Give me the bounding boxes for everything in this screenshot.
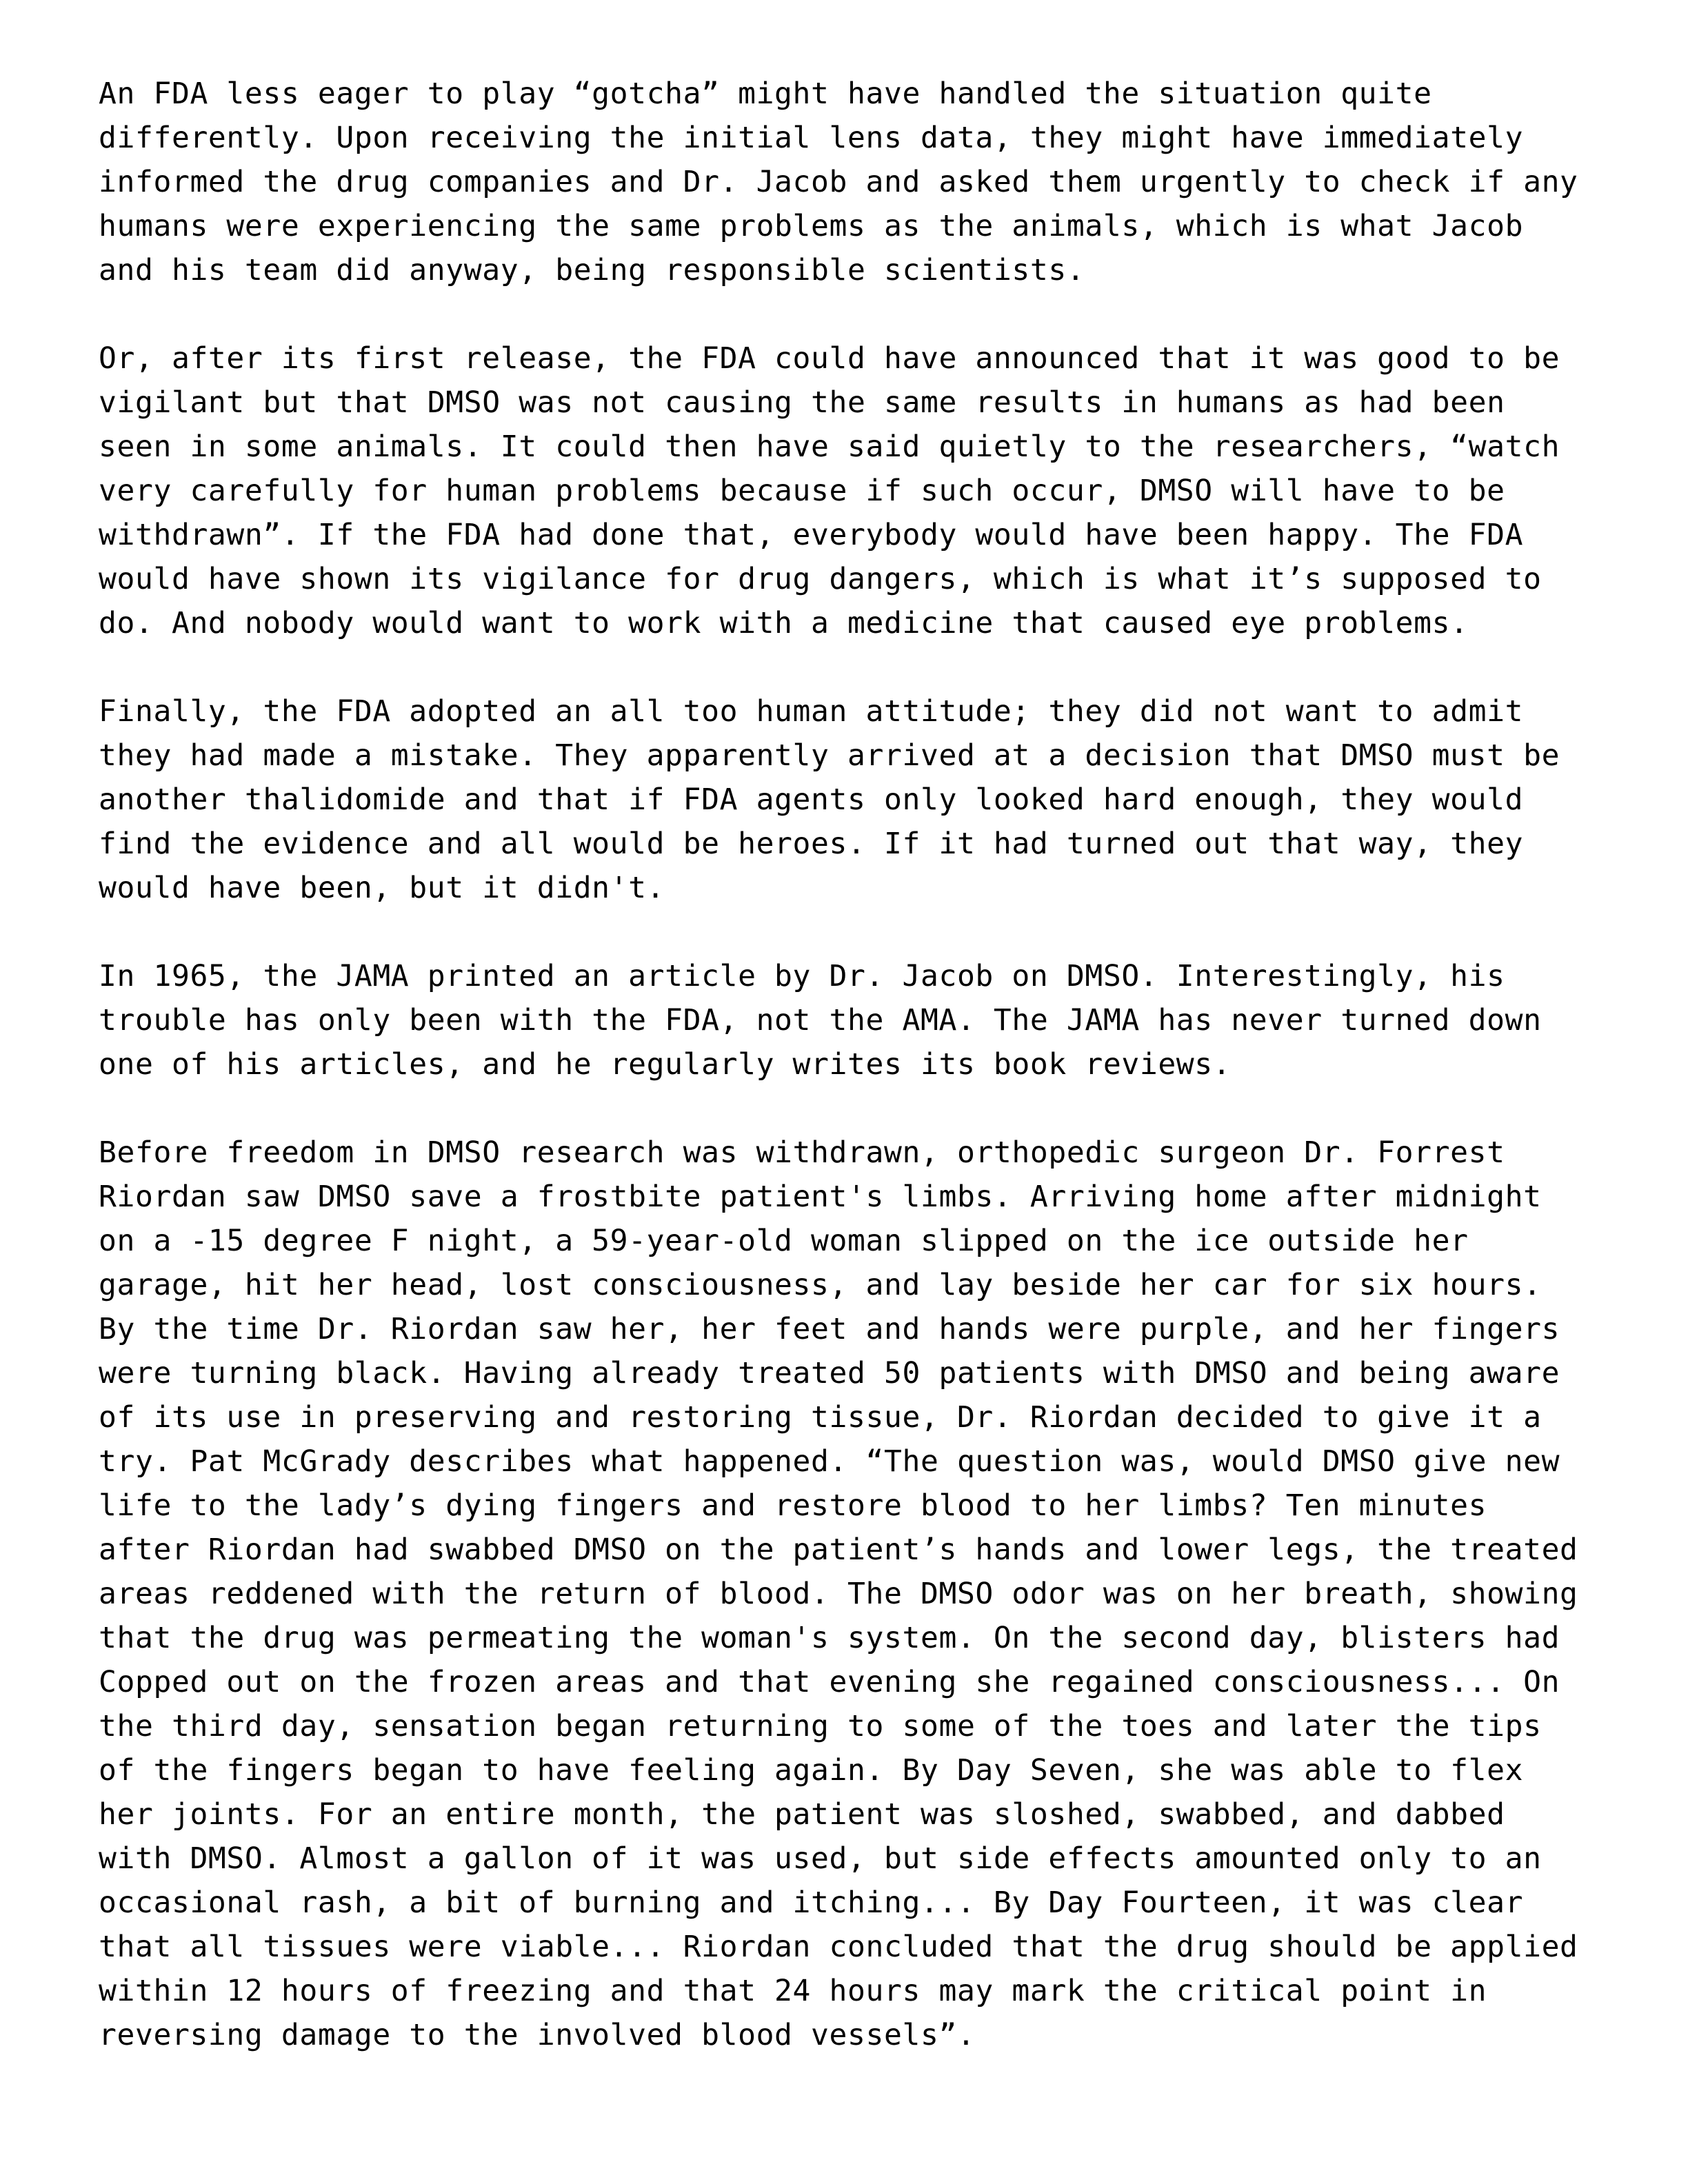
paragraph-human-attitude (99, 689, 1616, 910)
text-line: would have shown its vigilance for drug dangers, which is what it’s supposed to (99, 562, 1542, 596)
paragraph-riordan-frostbite (99, 1131, 1616, 2057)
text-line: another thalidomide and that if FDA agents only looked hard enough, they would (99, 782, 1524, 817)
document-page (99, 72, 1616, 2101)
text-line: vigilant but that DMSO was not causing the same results in humans as had been (99, 385, 1505, 420)
text-line: trouble has only been with the FDA, not the AMA. The JAMA has never turned down (99, 1003, 1542, 1038)
text-line: would have been, but it didn't. (99, 871, 665, 905)
text-line: withdrawn”. If the FDA had done that, everybody would have been happy. The FDA (99, 518, 1524, 552)
text-line: Riordan saw DMSO save a frostbite patient's limbs. Arriving home after midnight (99, 1180, 1542, 1214)
text-line: find the evidence and all would be heroes. If it had turned out that way, they (99, 827, 1524, 861)
text-line: were turning black. Having already treated 50 patients with DMSO and being aware (99, 1356, 1560, 1391)
text-line: and his team did anyway, being responsible scientists. (99, 253, 1085, 287)
text-line: life to the lady’s dying fingers and restore blood to her limbs? Ten minutes (99, 1488, 1487, 1523)
text-line: Copped out on the frozen areas and that evening she regained consciousness... On (99, 1665, 1560, 1699)
text-line: very carefully for human problems because if such occur, DMSO will have to be (99, 474, 1505, 508)
text-line: areas reddened with the return of blood. The DMSO odor was on her breath, showing (99, 1577, 1578, 1611)
text-line: try. Pat McGrady describes what happened. “The question was, would DMSO give new (99, 1444, 1560, 1479)
text-line: By the time Dr. Riordan saw her, her feet and hands were purple, and her fingers (99, 1312, 1560, 1346)
text-line: Before freedom in DMSO research was withdrawn, orthopedic surgeon Dr. Forrest (99, 1135, 1505, 1170)
text-line: reversing damage to the involved blood vessels”. (99, 2018, 976, 2052)
text-line: humans were experiencing the same problems as the animals, which is what Jacob (99, 209, 1524, 243)
text-line: informed the drug companies and Dr. Jacob and asked them urgently to check if any (99, 165, 1578, 199)
text-line: within 12 hours of freezing and that 24 hours may mark the critical point in (99, 1974, 1487, 2008)
text-line: on a -15 degree F night, a 59-year-old woman slipped on the ice outside her (99, 1224, 1469, 1258)
paragraph-jama-1965 (99, 954, 1616, 1086)
text-line: the third day, sensation began returning to some of the toes and later the tips (99, 1709, 1542, 1743)
paragraph-first-release (99, 336, 1616, 645)
text-line: of the fingers began to have feeling again. By Day Seven, she was able to flex (99, 1753, 1524, 1788)
paragraph-fda-gotcha (99, 72, 1616, 292)
text-line: occasional rash, a bit of burning and itching... By Day Fourteen, it was clear (99, 1885, 1524, 1920)
text-line: that the drug was permeating the woman's system. On the second day, blisters had (99, 1621, 1560, 1655)
text-line: differently. Upon receiving the initial lens data, they might have immediately (99, 121, 1524, 155)
text-line: they had made a mistake. They apparently arrived at a decision that DMSO must be (99, 738, 1560, 773)
text-line: In 1965, the JAMA printed an article by Dr. Jacob on DMSO. Interestingly, his (99, 959, 1505, 993)
text-line: do. And nobody would want to work with a medicine that caused eye problems. (99, 606, 1469, 640)
text-line: with DMSO. Almost a gallon of it was used, but side effects amounted only to an (99, 1841, 1542, 1876)
text-line: garage, hit her head, lost consciousness, and lay beside her car for six hours. (99, 1268, 1542, 1302)
text-line: her joints. For an entire month, the patient was sloshed, swabbed, and dabbed (99, 1797, 1505, 1832)
text-line: An FDA less eager to play “gotcha” might have handled the situation quite (99, 77, 1432, 111)
text-line: of its use in preserving and restoring tissue, Dr. Riordan decided to give it a (99, 1400, 1542, 1435)
text-line: Or, after its first release, the FDA could have announced that it was good to be (99, 341, 1560, 376)
text-line: Finally, the FDA adopted an all too human attitude; they did not want to admit (99, 694, 1524, 729)
text-line: after Riordan had swabbed DMSO on the patient’s hands and lower legs, the treated (99, 1533, 1578, 1567)
text-line: that all tissues were viable... Riordan concluded that the drug should be applied (99, 1930, 1578, 1964)
text-line: seen in some animals. It could then have said quietly to the researchers, “watch (99, 429, 1560, 464)
text-line: one of his articles, and he regularly writes its book reviews. (99, 1047, 1232, 1082)
